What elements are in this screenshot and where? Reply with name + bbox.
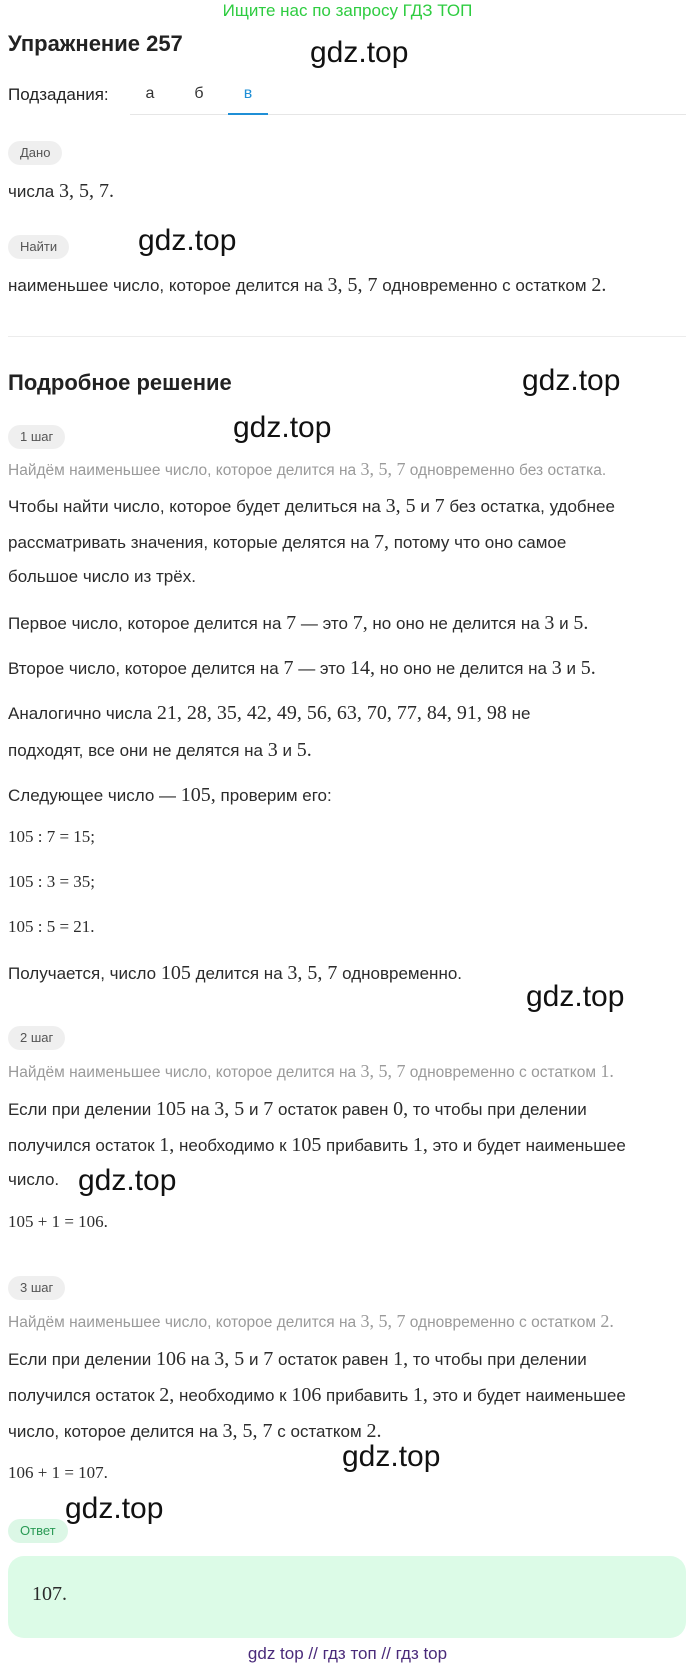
equation: 106 + 1 = 107. [8, 1463, 108, 1482]
given-text: числа 3, 5, 7. [8, 180, 114, 202]
step1-paragraph: большое число из трёх. [8, 567, 196, 586]
step2-paragraph: Если при делении 105 на 3, 5 и 7 остаток равен 0, то чтобы при делении [8, 1098, 587, 1120]
equation: 105 : 3 = 35; [8, 872, 96, 891]
find-badge: Найти [8, 235, 69, 259]
step2-paragraph: получился остаток 1, необходимо к 105 прибавить 1, это и будет наименьшее [8, 1134, 626, 1156]
tab-b[interactable]: б [194, 85, 204, 102]
find-text: наименьшее число, которое делится на 3, 5, 7 одновременно с остатком 2. [8, 274, 607, 296]
answer-value: 107. [32, 1583, 67, 1605]
watermark: gdz.top [526, 980, 625, 1013]
step1-paragraph: рассматривать значения, которые делятся на 7, потому что оно самое [8, 531, 567, 553]
equation: 105 : 7 = 15; [8, 827, 96, 846]
step1-badge: 1 шаг [8, 425, 65, 449]
watermark: gdz.top [342, 1440, 441, 1473]
step1-paragraph: Получается, число 105 делится на 3, 5, 7 одновременно. [8, 962, 463, 984]
step1-paragraph: Первое число, которое делится на 7 — это 7, но оно не делится на 3 и 5. [8, 612, 589, 634]
watermark: gdz.top [233, 411, 332, 444]
equation: 105 + 1 = 106. [8, 1212, 108, 1231]
footer-links[interactable]: gdz top // гдз топ // гдз top [247, 1644, 448, 1663]
solution-title: Подробное решение [8, 370, 232, 395]
watermark: gdz.top [522, 364, 621, 397]
step2-badge: 2 шаг [8, 1026, 65, 1050]
step1-paragraph: Аналогично числа 21, 28, 35, 42, 49, 56, 63, 70, 77, 84, 91, 98 не [8, 702, 531, 724]
watermark: gdz.top [310, 36, 409, 69]
section-divider [8, 336, 686, 337]
step2-paragraph: число. [8, 1170, 60, 1189]
step2-hint: Найдём наименьшее число, которое делится на 3, 5, 7 одновременно с остатком 1. [8, 1061, 614, 1081]
step3-paragraph: число, которое делится на 3, 5, 7 с остатком 2. [8, 1420, 382, 1442]
page-title: Упражнение 257 [8, 31, 183, 56]
step1-paragraph: Второе число, которое делится на 7 — это 14, но оно не делится на 3 и 5. [8, 657, 596, 679]
step3-paragraph: Если при делении 106 на 3, 5 и 7 остаток равен 1, то чтобы при делении [8, 1348, 587, 1370]
step1-paragraph: подходят, все они не делятся на 3 и 5. [8, 739, 312, 761]
top-banner[interactable]: Ищите нас по запросу ГДЗ ТОП [222, 1, 473, 20]
watermark: gdz.top [65, 1492, 164, 1525]
given-badge: Дано [8, 141, 62, 165]
step3-hint: Найдём наименьшее число, которое делится на 3, 5, 7 одновременно с остатком 2. [8, 1311, 614, 1331]
step1-hint: Найдём наименьшее число, которое делится на 3, 5, 7 одновременно без остатка. [8, 459, 607, 479]
step3-paragraph: получился остаток 2, необходимо к 106 прибавить 1, это и будет наименьшее [8, 1384, 626, 1406]
tab-v[interactable]: в [243, 85, 253, 102]
step1-paragraph: Следующее число — 105, проверим его: [8, 784, 332, 806]
watermark: gdz.top [138, 224, 237, 257]
watermark: gdz.top [78, 1164, 177, 1197]
active-tab-indicator [228, 113, 268, 115]
answer-box [8, 1556, 686, 1638]
tab-a[interactable]: а [145, 85, 155, 102]
answer-badge: Ответ [8, 1519, 68, 1543]
step3-badge: 3 шаг [8, 1276, 65, 1300]
tabs-divider [130, 114, 686, 115]
equation: 105 : 5 = 21. [8, 917, 95, 936]
subtasks-label: Подзадания: [8, 85, 109, 104]
step1-paragraph: Чтобы найти число, которое будет делиться на 3, 5 и 7 без остатка, удобнее [8, 495, 615, 517]
